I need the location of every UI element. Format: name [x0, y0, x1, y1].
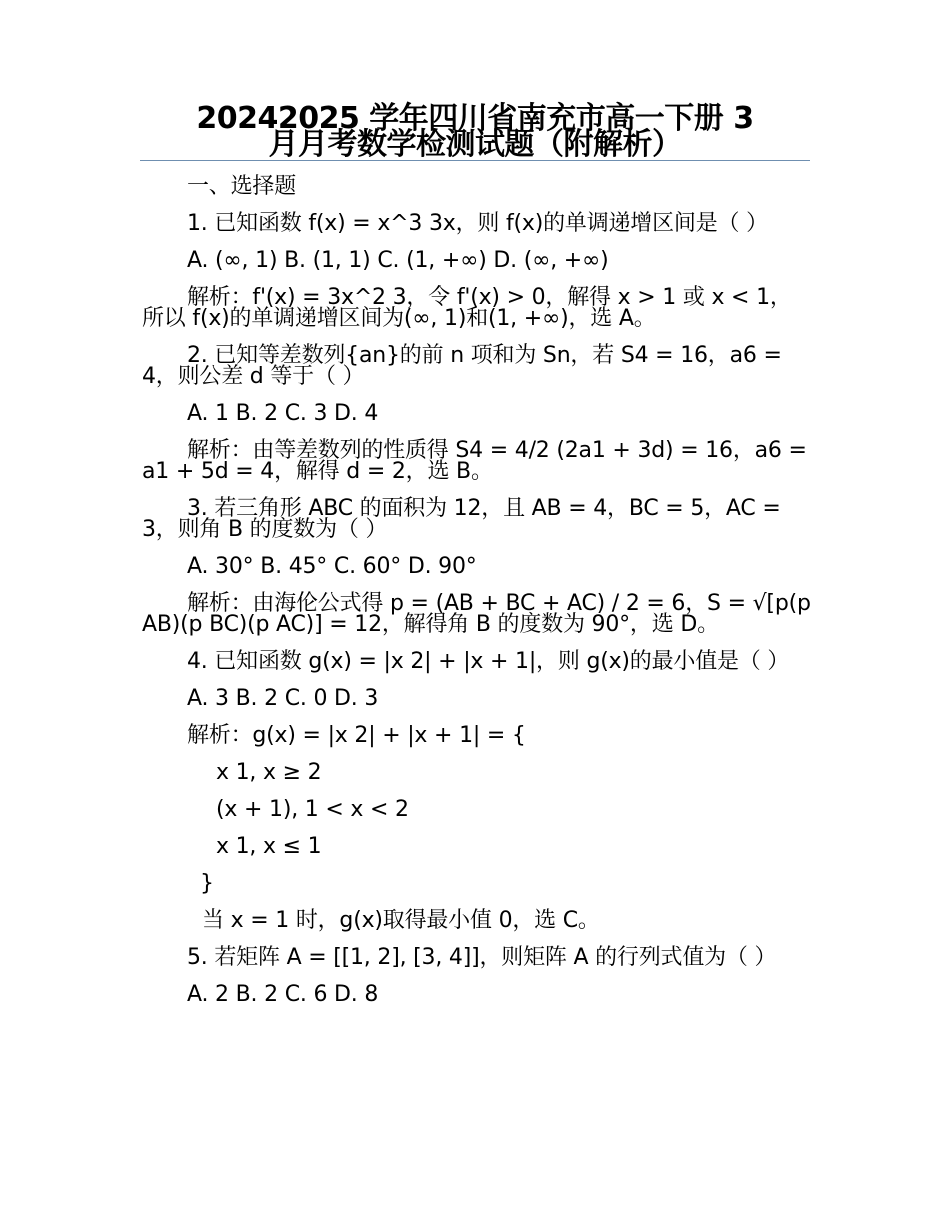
document-title: [140, 101, 810, 162]
q1-options: A. (∞, 1) B. (1, 1) C. (1, +∞) D. (∞, +∞): [187, 248, 609, 273]
q2-analysis: 解析：由等差数列的性质得 S4 = 4/2 (2a1 + 3d) = 16，a6 = a1 + 5d = 4，解得 d = 2，选 B。: [142, 438, 807, 484]
q5-stem: 5. 若矩阵 A = [[1, 2], [3, 4]]，则矩阵 A 的行列式值为（ ）: [187, 945, 777, 970]
q4-case-2: (x + 1), 1 < x < 2: [216, 797, 409, 822]
q3-options: A. 30° B. 45° C. 60° D. 90°: [187, 554, 477, 579]
q4-options: A. 3 B. 2 C. 0 D. 3: [187, 686, 379, 711]
q5-options: A. 2 B. 2 C. 6 D. 8: [187, 982, 379, 1007]
q1-analysis: 解析：f'(x) = 3x^2 3，令 f'(x) > 0，解得 x > 1 或 x < 1，所以 f(x)的单调递增区间为(∞, 1)和(1, +∞)，选 A。: [142, 285, 792, 331]
q4-case-1: x 1, x ≥ 2: [216, 760, 322, 785]
q2-stem: 2. 已知等差数列{an}的前 n 项和为 Sn，若 S4 = 16，a6 = 4，则公差 d 等于（ ）: [142, 343, 782, 389]
q4-conclusion: 当 x = 1 时，g(x)取得最小值 0，选 C。: [202, 908, 600, 933]
q1-stem: 1. 已知函数 f(x) = x^3 3x，则 f(x)的单调递增区间是（ ）: [187, 211, 768, 236]
section-heading: 一、选择题: [187, 174, 297, 199]
q4-case-3: x 1, x ≤ 1: [216, 834, 322, 859]
title-line-1: 20242025 学年四川省南充市高一下册 3: [196, 101, 754, 136]
title-divider: [140, 160, 810, 161]
q3-analysis: 解析：由海伦公式得 p = (AB + BC + AC) / 2 = 6，S = √[p(p AB)(p BC)(p AC)] = 12，解得角 B 的度数为 90°，选 D。: [142, 591, 811, 637]
title-line-2: 月月考数学检测试题（附解析）: [268, 127, 682, 162]
q2-options: A. 1 B. 2 C. 3 D. 4: [187, 401, 379, 426]
q4-brace-close: }: [200, 871, 214, 896]
q3-stem: 3. 若三角形 ABC 的面积为 12，且 AB = 4，BC = 5，AC = 3，则角 B 的度数为（ ）: [142, 496, 781, 542]
document-body: [142, 176, 812, 1021]
q4-stem: 4. 已知函数 g(x) = |x 2| + |x + 1|，则 g(x)的最小值是（ ）: [187, 649, 790, 674]
q4-analysis-head: 解析：g(x) = |x 2| + |x + 1| = {: [187, 723, 526, 748]
